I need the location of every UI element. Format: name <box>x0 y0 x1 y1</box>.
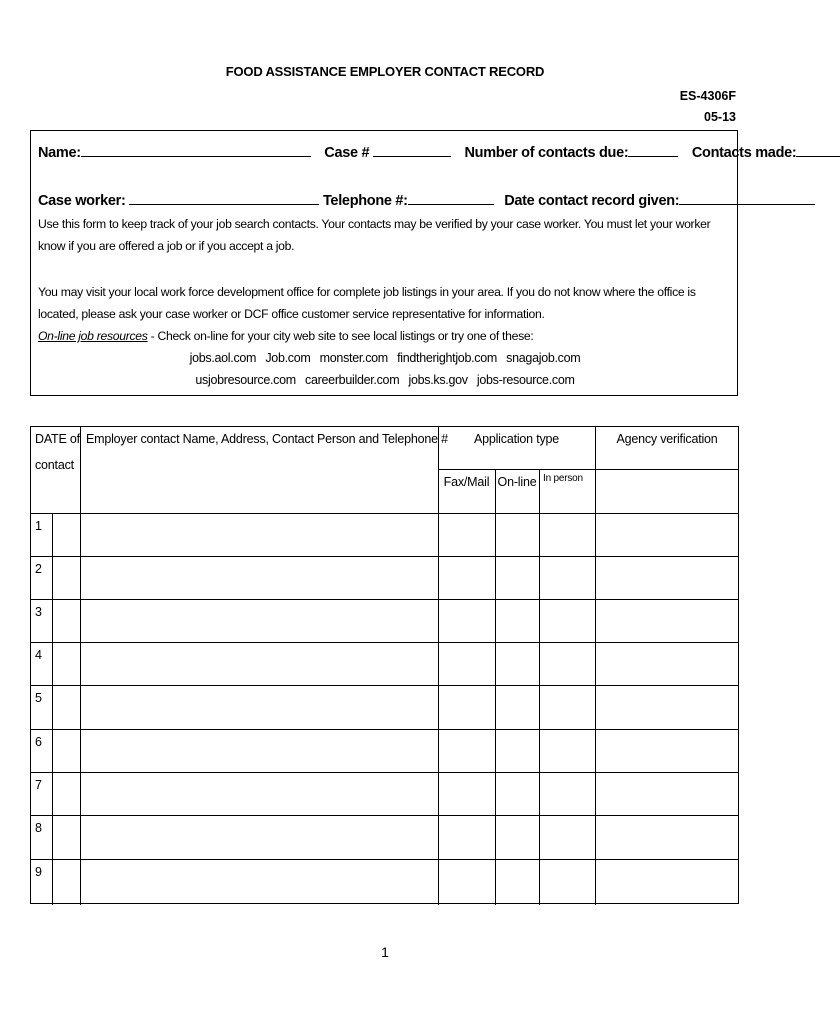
online-resources-line <box>38 325 738 347</box>
row-number: 9 <box>35 865 42 879</box>
case-worker-field[interactable] <box>129 191 319 205</box>
contacts-made-field[interactable] <box>796 143 840 157</box>
row-number: 7 <box>35 778 42 792</box>
date-header-line2: contact <box>35 458 74 472</box>
case-number-field[interactable] <box>373 143 451 157</box>
date-given-label: Date contact record given: <box>504 193 680 209</box>
row-number: 1 <box>35 519 42 533</box>
in-person-header: In person <box>543 473 583 484</box>
date-header-line1: DATE of <box>35 432 80 446</box>
row-number: 3 <box>35 605 42 619</box>
online-resources-text: - Check on-line for your city web site to see local listings or try one of these: <box>147 329 534 343</box>
form-date: 05-13 <box>704 110 736 124</box>
name-field[interactable] <box>81 143 311 157</box>
application-type-header: Application type <box>473 432 560 446</box>
row-number: 4 <box>35 648 42 662</box>
row-caseworker <box>38 191 815 209</box>
form-number: ES-4306F <box>679 89 736 103</box>
contact-record-table <box>30 426 739 904</box>
resources-list-2: usjobresource.com careerbuilder.com jobs.ks.gov jobs-resource.com <box>195 373 575 387</box>
row-number: 8 <box>35 821 42 835</box>
row-number: 2 <box>35 562 42 576</box>
online-resources-label: On-line job resources <box>38 329 148 343</box>
applicant-info-box <box>30 130 797 396</box>
instructions-paragraph-2: You may visit your local work force development office for complete job listings in your area. If you do not know where the office is located, please ask your case worker or DCF office customer service representative for information. <box>38 285 696 321</box>
instructions-paragraph-1: Use this form to keep track of your job search contacts. Your contacts may be verified by your case worker. You must let your worker know if you are offered a job or if you accept a job. <box>38 217 711 253</box>
telephone-field[interactable] <box>408 191 494 205</box>
resources-list-1: jobs.aol.com Job.com monster.com findtherightjob.com snagajob.com <box>189 351 581 365</box>
row-name-case <box>38 143 840 161</box>
agency-verification-header: Agency verification <box>616 432 718 446</box>
telephone-label: Telephone #: <box>322 193 408 209</box>
case-label: Case # <box>324 145 370 161</box>
fax-mail-header: Fax/Mail <box>443 475 490 489</box>
date-given-field[interactable] <box>679 191 815 205</box>
page-number: 1 <box>381 944 389 960</box>
row-number: 5 <box>35 691 42 705</box>
name-label: Name: <box>38 145 81 161</box>
employer-header: Employer contact Name, Address, Contact Person and Telephone # <box>86 432 448 446</box>
contacts-made-label: Contacts made: <box>691 145 797 161</box>
online-header: On-line <box>497 475 537 489</box>
contacts-due-label: Number of contacts due: <box>464 145 629 161</box>
contacts-due-field[interactable] <box>628 143 678 157</box>
row-number: 6 <box>35 735 42 749</box>
form-title: FOOD ASSISTANCE EMPLOYER CONTACT RECORD <box>225 64 545 79</box>
case-worker-label: Case worker: <box>38 193 126 209</box>
